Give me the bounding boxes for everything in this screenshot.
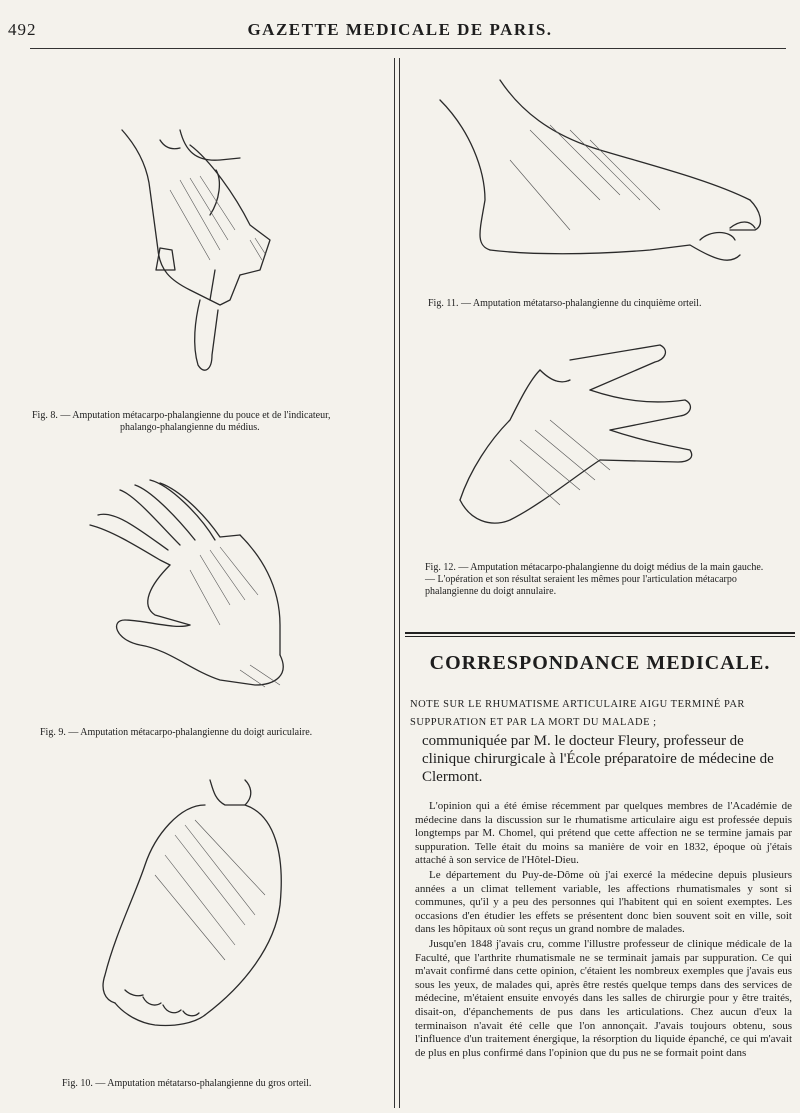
fig9-illustration	[80, 475, 320, 695]
column-divider	[394, 58, 395, 1108]
fig11-caption	[428, 298, 788, 310]
caption-text: — Amputation métacarpo-phalangienne du pouce et de l'indicateur,	[60, 410, 331, 421]
caption-text: — Amputation métacarpo-phalangienne du doigt médius de la main gauche. — L'opération et son résultat seraient les mêmes pour l'articulation métacarpo phalangienne du doigt annulaire.	[425, 562, 764, 597]
figure-number: Fig. 9.	[40, 727, 66, 738]
fig8-caption	[32, 410, 392, 434]
section-rule	[405, 636, 795, 637]
journal-title: GAZETTE MEDICALE DE PARIS.	[247, 20, 553, 39]
fig12-illustration	[450, 340, 710, 540]
page-number: 492	[8, 20, 37, 39]
fig12-caption	[425, 562, 770, 598]
caption-text: — Amputation métatarso-phalangienne du gros orteil.	[95, 1078, 312, 1089]
section-rule	[405, 632, 795, 634]
caption-text: — Amputation métacarpo-phalangienne du doigt auriculaire.	[68, 727, 313, 738]
foot-illustration-icon	[85, 775, 325, 1045]
fig8-illustration	[100, 100, 300, 385]
header-rule	[30, 48, 786, 49]
hand-illustration-icon	[100, 100, 300, 385]
section-title: CORRESPONDANCE MEDICALE.	[429, 652, 771, 674]
paragraph: Jusqu'en 1848 j'avais cru, comme l'illustre professeur de clinique médicale de la Faculté, que l'arthrite rhumatismale ne se terminait jamais par suppuration. Ce qui m'avait confirmé dans cette opinion, c'étaient les nombreux exemples que j'avais eus sous les yeux, de malades qui, après être restés quelque temps dans des services de médecine, m'étaient ensuite envoyés dans les salles de chirurgie pour y être traités, disait-on, d'épanchements de pus dans les articulations. Chez aucun d'eux la terminaison n'avait été celle que l'on annonçait. J'avais toujours obtenu, sous l'influence d'un traitement énergique, la résorption du liquide épanché, ce qui m'avait de plus en plus confirmé dans l'opinion que du pus ne se formait point dans	[415, 937, 792, 1059]
fig10-illustration	[85, 775, 325, 1045]
fig9-caption	[40, 727, 390, 739]
note-byline: communiquée par M. le docteur Fleury, professeur de clinique chirurgicale à l'École préparatoire de médecine de Clermont.	[422, 733, 774, 785]
note-title: NOTE SUR LE RHUMATISME ARTICULAIRE AIGU TERMINÉ PAR SUPPURATION ET PAR LA MORT DU MALADE ;	[410, 699, 745, 728]
foot-illustration-icon	[430, 70, 770, 280]
figure-number: Fig. 11.	[428, 298, 459, 309]
column-divider	[399, 58, 400, 1108]
fig10-caption	[62, 1078, 382, 1090]
figure-number: Fig. 10.	[62, 1078, 93, 1089]
figure-number: Fig. 12.	[425, 562, 456, 573]
paragraph: L'opinion qui a été émise récemment par quelques membres de l'Académie de médecine dans la discussion sur le rhumatisme articulaire aigu est professée depuis longtemps par M. Chomel, qui prétend que cette affection ne se termine jamais par suppuration. Telle était du moins sa manière de voir en 1832, époque où j'étais attaché à son service de l'Hôtel-Dieu.	[415, 800, 792, 867]
hand-illustration-icon	[80, 475, 320, 695]
hand-illustration-icon	[450, 340, 710, 540]
fig11-illustration	[430, 70, 770, 280]
page-header	[0, 0, 800, 44]
figure-number: Fig. 8.	[32, 410, 58, 421]
caption-text-line2: phalango-phalangienne du médius.	[120, 422, 260, 433]
article-body	[415, 800, 792, 1060]
caption-text: — Amputation métatarso-phalangienne du cinquième orteil.	[460, 298, 702, 309]
paragraph: Le département du Puy-de-Dôme où j'ai exercé la médecine depuis plusieurs années a un climat tellement variable, les affections rhumatismales y sont si communes, qu'il y a peu des personnes qui l'habitent qui en soient exemptes. Les occasions d'en étudier les effets se présentent donc bien souvent soit en ville, soit dans les hôpitaux où sont reçus un grand nombre de malades.	[415, 868, 792, 936]
